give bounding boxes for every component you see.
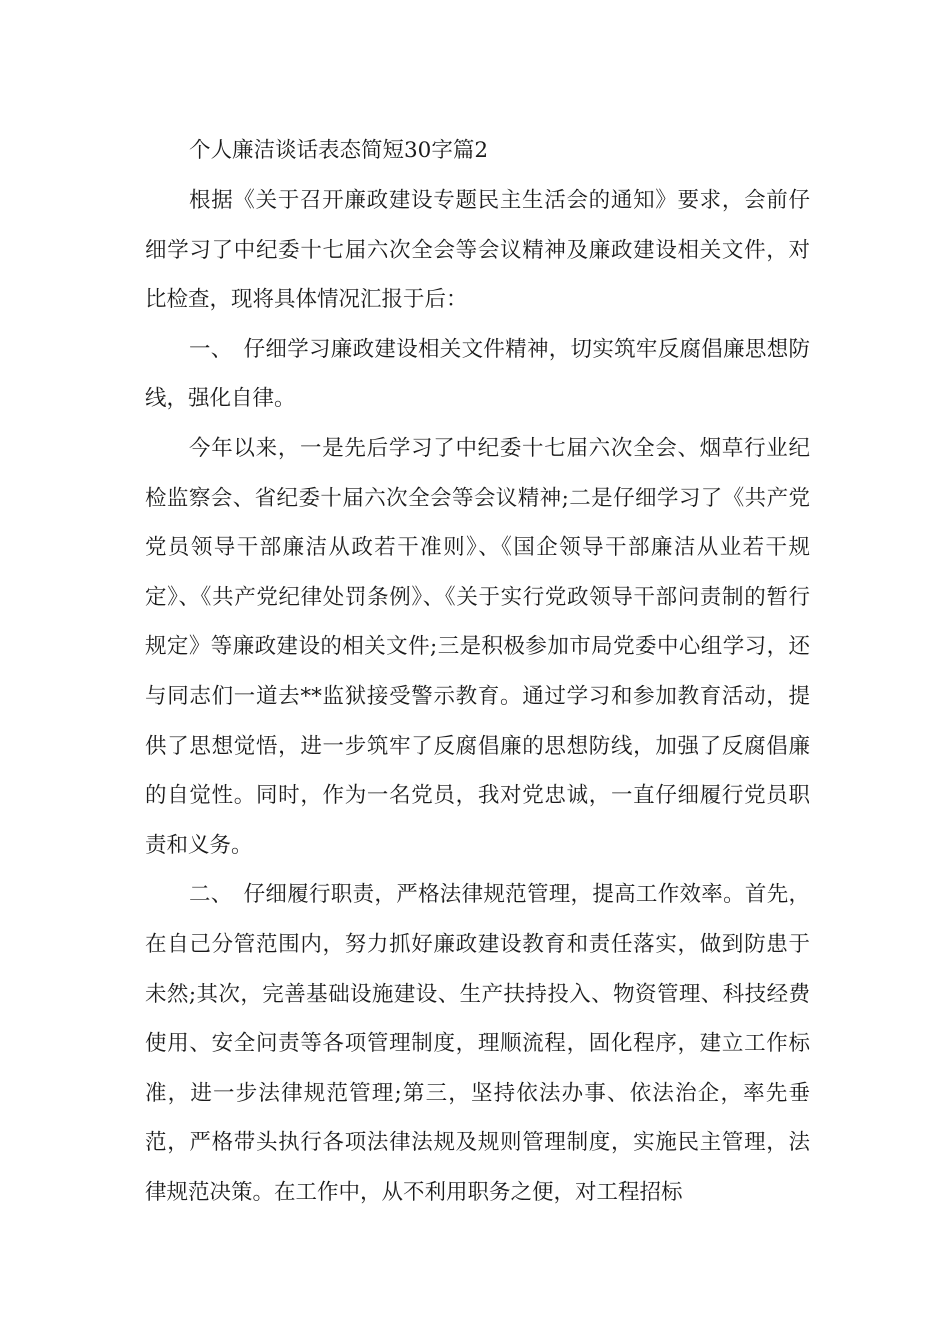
paragraph-section-one-body: 今年以来，一是先后学习了中纪委十七届六次全会、烟草行业纪检监察会、省纪委十届六次全会等会议精神;二是仔细学习了《共产党党员领导干部廉洁从政若干准则》、《国企领导干部廉洁从业若干规定》、《共产党纪律处罚条例》、《关于实行党政领导干部问责制的暂行规定》等廉政建设的相关文件;三是积极参加市局党委中心组学习，还与同志们一道去**监狱接受警示教育。通过学习和参加教育活动，提供了思想觉悟，进一步筑牢了反腐倡廉的思想防线，加强了反腐倡廉的自觉性。同时，作为一名党员，我对党忠诚，一直仔细履行党员职责和义务。 — [145, 435, 810, 858]
paragraph-section-two: 二、 仔细履行职责，严格法律规范管理，提高工作效率。首先，在自己分管范围内，努力抓好廉政建设教育和责任落实，做到防患于未然;其次，完善基础设施建设、生产扶持投入、物资管理、科技经费使用、安全问责等各项管理制度，理顺流程，固化程序，建立工作标准，进一步法律规范管理;第三，坚持依法办事、依法治企，率先垂范，严格带头执行各项法律法规及规则管理制度，实施民主管理，法律规范决策。在工作中，从不利用职务之便，对工程招标 — [145, 882, 810, 1205]
paragraph-intro: 根据《关于召开廉政建设专题民主生活会的通知》要求，会前仔细学习了中纪委十七届六次全会等会议精神及廉政建设相关文件，对比检查，现将具体情况汇报于后： — [145, 188, 810, 313]
document-page — [145, 126, 810, 1217]
paragraph-section-one-title: 一、 仔细学习廉政建设相关文件精神，切实筑牢反腐倡廉思想防线，强化自律。 — [145, 336, 810, 412]
document-heading: 个人廉洁谈话表态简短30字篇2 — [189, 138, 489, 163]
